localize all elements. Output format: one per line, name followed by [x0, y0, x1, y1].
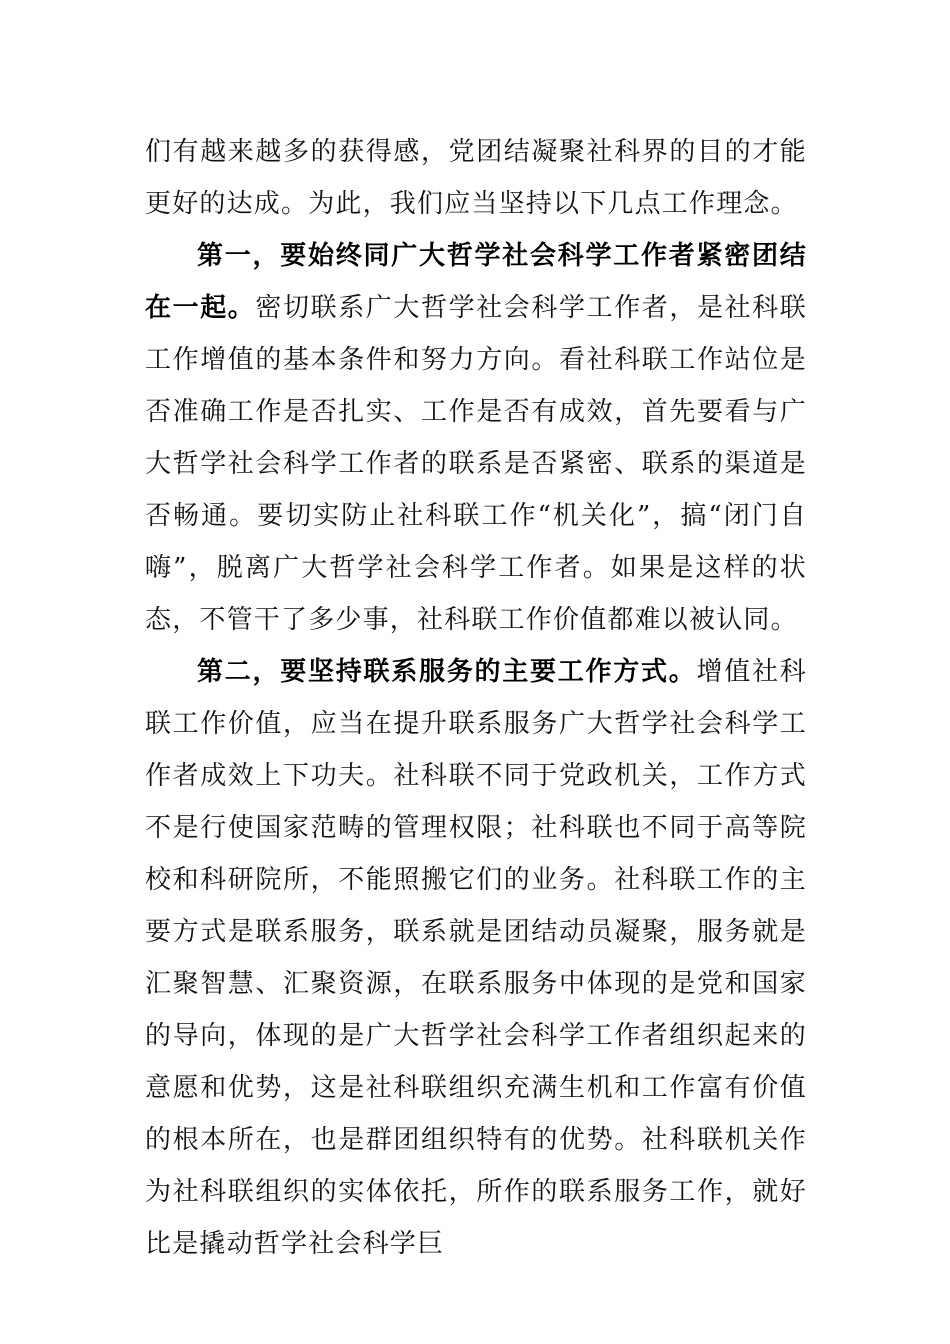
- paragraph-text: 们有越来越多的获得感，党团结凝聚社科界的目的才能更好的达成。为此，我们应当坚持以下几点工作理念。: [145, 137, 807, 219]
- paragraph-lead-heading: 第二，要坚持联系服务的主要工作方式。: [197, 657, 697, 687]
- paragraph-first-principle: [145, 230, 807, 646]
- paragraph-text: 密切联系广大哲学社会科学工作者，是社科联工作增值的基本条件和努力方向。看社科联工作站位是否准确工作是否扎实、工作是否有成效，首先要看与广大哲学社会科学工作者的联系是否紧密、联系的渠道是否畅通。要切实防止社科联工作“机关化”，搞“闭门自嗨”，脱离广大哲学社会科学工作者。如果是这样的状态，不管干了多少事，社科联工作价值都难以被认同。: [145, 293, 807, 635]
- document-body: [145, 126, 807, 1270]
- paragraph-lead-heading: 第一，要始终同广大哲学社会科学工作者紧密团结在一起。: [145, 241, 807, 323]
- paragraph-continuation: [145, 126, 807, 230]
- paragraph-second-principle: [145, 646, 807, 1270]
- paragraph-text: 增值社科联工作价值，应当在提升联系服务广大哲学社会科学工作者成效上下功夫。社科联不同于党政机关，工作方式不是行使国家范畴的管理权限；社科联也不同于高等院校和科研院所，不能照搬它们的业务。社科联工作的主要方式是联系服务，联系就是团结动员凝聚，服务就是汇聚智慧、汇聚资源，在联系服务中体现的是党和国家的导向，体现的是广大哲学社会科学工作者组织起来的意愿和优势，这是社科联组织充满生机和工作富有价值的根本所在，也是群团组织特有的优势。社科联机关作为社科联组织的实体依托，所作的联系服务工作，就好比是撬动哲学社会科学巨: [145, 657, 807, 1259]
